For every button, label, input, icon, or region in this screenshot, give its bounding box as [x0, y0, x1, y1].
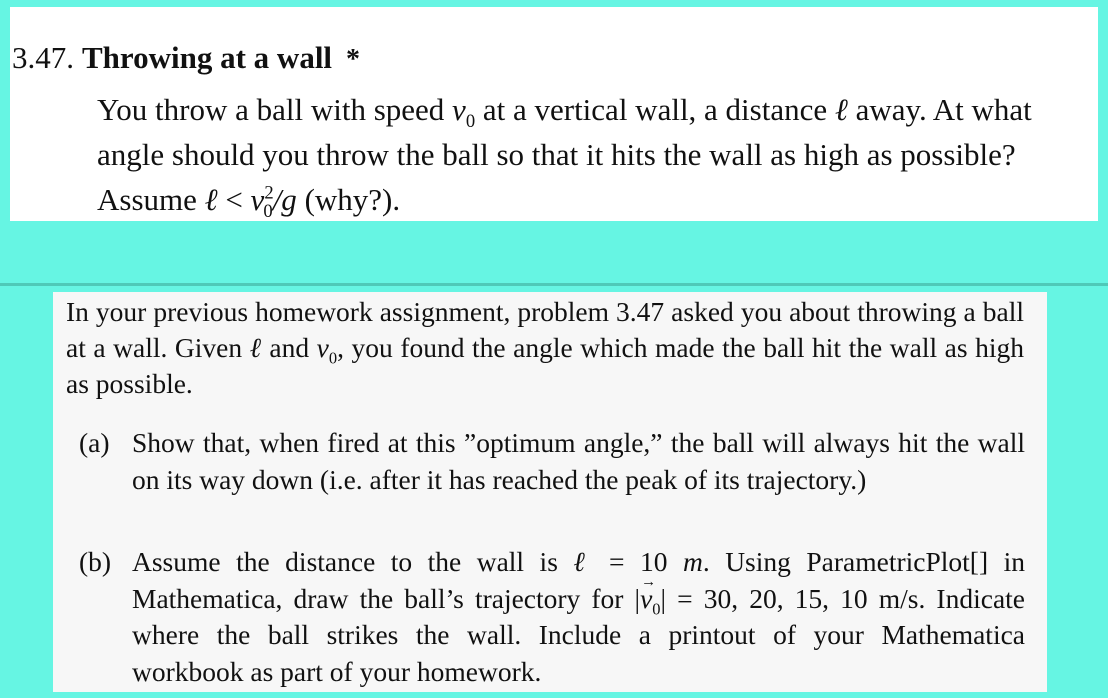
- math-ell: ℓ: [573, 546, 594, 577]
- problem-statement: [97, 87, 1077, 222]
- math-subscript: 0: [263, 201, 273, 223]
- math-vector-v: → v: [640, 581, 652, 618]
- homework-intro: [66, 294, 1024, 402]
- item-text: [132, 544, 1025, 690]
- math-over-g: /g: [272, 182, 297, 217]
- item-text: Show that, when fired at this ”optimum angle,” the ball will always hit the wall on its way down (i.e. after it has reached the peak of its trajectory.): [132, 427, 1025, 495]
- math-equals: = 10: [593, 546, 683, 577]
- item-text-part: | = 30, 20, 15, 10 m/s. Indicate where the ball strikes the wall. Include a printout of your Mathematica workbook as part of your homework.: [132, 582, 1025, 687]
- problem-number: 3.47.: [12, 40, 74, 75]
- problem-title: Throwing at a wall: [82, 40, 333, 75]
- list-item-b: [79, 544, 1025, 690]
- problem-heading: [12, 41, 360, 77]
- problem-text-part: You throw a ball with speed: [97, 92, 453, 127]
- item-text-part: . Using ParametricPlot[] in Mathematica, draw the ball’s trajectory for |: [132, 546, 1025, 614]
- problem-panel: [10, 7, 1098, 221]
- problem-text-part: (why?).: [296, 182, 401, 217]
- math-subscript: 0: [465, 111, 476, 133]
- item-label: (b): [79, 546, 112, 577]
- item-label: (a): [79, 427, 110, 458]
- homework-panel: [53, 292, 1047, 692]
- math-subscript: 0: [328, 348, 338, 368]
- intro-text-part: and: [261, 332, 317, 363]
- problem-text-part: away. At what angle should you throw the ball so that it hits the wall as high as possible? Assume: [97, 92, 1032, 217]
- math-subscript: 0: [652, 599, 661, 618]
- divider: [0, 283, 1108, 286]
- intro-text-part: , you found the angle which made the ball hit the wall as high as possible.: [66, 332, 1024, 399]
- list-item-a: [79, 425, 1025, 498]
- math-v: v: [316, 332, 329, 363]
- math-v: v: [452, 92, 466, 127]
- math-ell: ℓ: [249, 332, 262, 363]
- math-superscript: 2: [264, 182, 274, 204]
- math-unit: m: [682, 546, 703, 577]
- item-text-part: Assume the distance to the wall is: [132, 546, 574, 577]
- math-ell: ℓ: [204, 182, 218, 217]
- intro-text-part: In your previous homework assignment, problem 3.47 asked you about throwing a ball at a wall. Given: [66, 296, 1024, 363]
- math-less-than: <: [217, 182, 251, 217]
- difficulty-star: *: [346, 44, 361, 75]
- problem-text-part: at a vertical wall, a distance: [475, 92, 835, 127]
- math-v: v: [250, 182, 265, 217]
- math-ell: ℓ: [834, 92, 848, 127]
